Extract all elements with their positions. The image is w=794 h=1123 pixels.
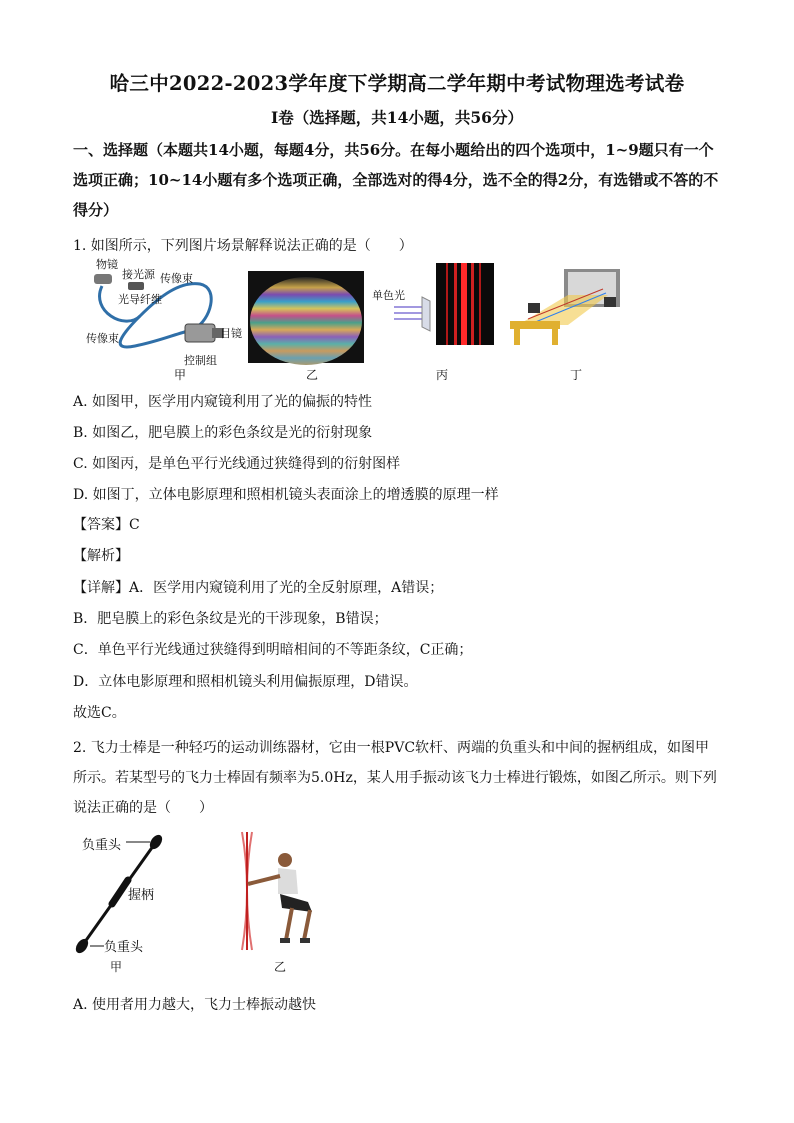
q1-option-a: A. 如图甲，医学用内窥镜利用了光的偏振的特性 [73,394,373,410]
section-subtitle: Ⅰ卷（选择题，共14小题，共56分） [271,108,523,127]
q1-option-c: C. 如图丙，是单色平行光线通过狭缝得到的衍射图样 [73,456,401,472]
label-top-weight: 负重头 [82,838,122,853]
q2-option-a: A. 使用者用力越大，飞力士棒振动越快 [73,997,317,1013]
figure-caption-jia: 甲 [173,368,186,382]
polarization-figure [508,263,624,348]
figure-caption-yi: 乙 [305,368,318,382]
q1-answer: 【答案】C [73,517,140,533]
q2-caption-jia: 甲 [109,960,122,974]
label-eyepiece: 目镜 [220,327,242,340]
question-2-stem: 2. 飞力士棒是一种轻巧的运动训练器材，它由一根PVC软杆、两端的负重头和中间的握柄组成，如图甲所示。若某型号的飞力士棒固有频率为5.0Hz，某人用手振动该飞力士棒进行锻炼，如图乙所示。则下列说法正确的是（ ） [73,740,717,816]
label-bottom-weight: 负重头 [104,940,144,955]
label-objective-lens: 物镜 [96,258,118,271]
question-1-stem: 1. 如图所示，下列图片场景解释说法正确的是（ ） [73,238,413,254]
q1-analysis-line: D．立体电影原理和照相机镜头利用偏振原理，D错误。 [73,674,418,690]
q1-option-d: D. 如图丁，立体电影原理和照相机镜头表面涂上的增透膜的原理一样 [73,487,499,503]
soap-film-figure [248,271,364,363]
q1-option-b: B. 如图乙，肥皂膜上的彩色条纹是光的衍射现象 [73,425,373,441]
person-exercising-figure [230,830,330,954]
q1-analysis-title: 【解析】 [73,548,129,564]
label-light-source: 接光源 [122,268,155,281]
label-optical-fiber: 光导纤维 [118,293,162,306]
q2-caption-yi: 乙 [273,960,286,974]
q1-analysis-line: C．单色平行光线通过狭缝得到明暗相间的不等距条纹，C正确； [73,642,473,658]
label-handle: 握柄 [128,888,155,903]
label-monochromatic-light: 单色光 [372,289,405,302]
slit-diffraction-figure [380,263,500,345]
q1-analysis-line: 故选C。 [73,705,126,721]
page-title: 哈三中2022-2023学年度下学期高二学年期中考试物理选考试卷 [109,72,685,95]
q1-analysis-line: B．肥皂膜上的彩色条纹是光的干涉现象，B错误； [73,611,388,627]
label-image-bundle-top: 传像束 [160,272,193,285]
label-image-bundle-left: 传像束 [86,332,119,345]
section-heading: 一、选择题（本题共14小题，每题4分，共56分。在每小题给出的四个选项中，1~9题只有一个选项正确；10~14小题有多个选项正确，全部选对的得4分，选不全的得2分，有选错或不答的不得分） [73,141,719,219]
figure-caption-ding: 丁 [569,368,582,382]
label-control-group: 控制组 [184,354,217,367]
q1-analysis-line: 【详解】A．医学用内窥镜利用了光的全反射原理，A错误； [73,580,444,596]
figure-caption-bing: 丙 [435,368,448,382]
